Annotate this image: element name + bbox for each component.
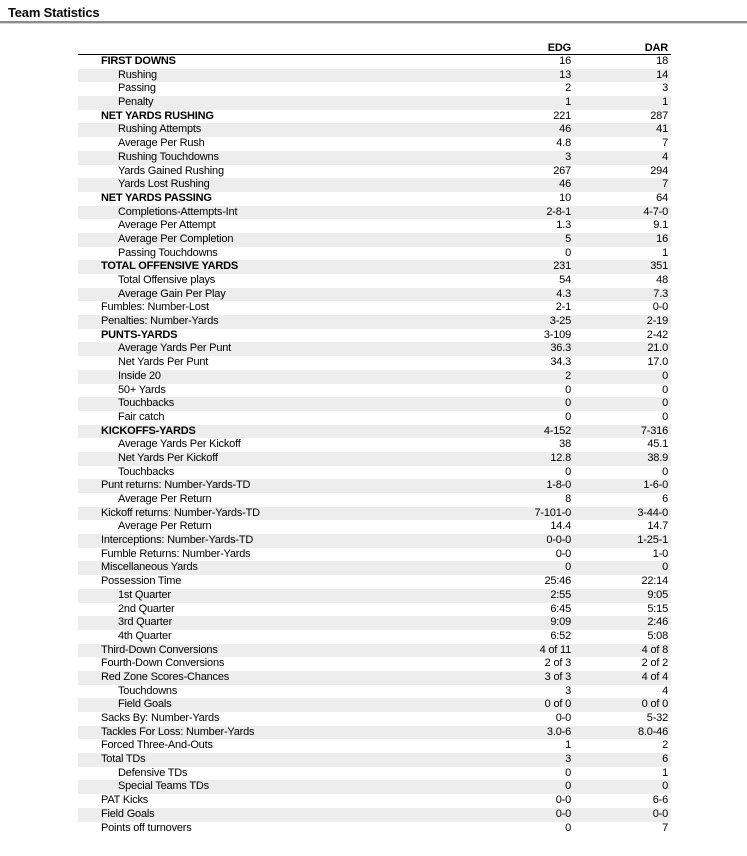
stat-label: Fumbles: Number-Lost bbox=[101, 301, 209, 314]
stat-label: Inside 20 bbox=[118, 369, 161, 382]
stat-value-dar: 0 bbox=[662, 369, 668, 382]
stat-value-dar: 9:05 bbox=[647, 588, 668, 601]
table-row bbox=[78, 397, 671, 411]
table-row bbox=[78, 438, 671, 452]
stat-label: PAT Kicks bbox=[101, 794, 149, 807]
stat-value-edg: 54 bbox=[559, 274, 571, 286]
stat-value-dar: 3-44-0 bbox=[637, 506, 668, 519]
stat-label: 3rd Quarter bbox=[118, 616, 173, 629]
table-row bbox=[78, 753, 671, 767]
table-row bbox=[78, 698, 671, 712]
stat-value-edg: 46 bbox=[559, 178, 571, 191]
table-row bbox=[78, 630, 671, 644]
stat-label: Fair catch bbox=[118, 410, 165, 423]
stat-label: Total TDs bbox=[101, 753, 146, 766]
stat-value-dar: 287 bbox=[650, 109, 668, 122]
stat-label: Touchbacks bbox=[118, 465, 175, 478]
table-row bbox=[78, 82, 671, 96]
stat-value-dar: 4 bbox=[662, 684, 668, 697]
stat-label: Interceptions: Number-Yards-TD bbox=[101, 534, 254, 547]
stat-value-dar: 9.1 bbox=[653, 219, 668, 232]
stat-label: Average Yards Per Kickoff bbox=[118, 438, 241, 451]
table-row bbox=[78, 452, 671, 466]
stat-value-edg: 2-8-1 bbox=[546, 205, 571, 218]
stat-value-dar: 7 bbox=[662, 137, 668, 150]
stat-value-dar: 0 bbox=[662, 780, 668, 793]
stat-value-dar: 6-6 bbox=[652, 794, 668, 807]
table-row bbox=[78, 780, 671, 794]
column-header-dar: DAR bbox=[644, 42, 668, 54]
stat-label: Rushing Attempts bbox=[118, 123, 202, 136]
stat-value-dar: 48 bbox=[656, 274, 668, 286]
table-row bbox=[78, 589, 671, 603]
stat-value-dar: 1-0 bbox=[652, 547, 668, 560]
stat-value-edg: 10 bbox=[559, 191, 571, 204]
table-row bbox=[78, 110, 671, 124]
table-row bbox=[78, 274, 671, 288]
table-row bbox=[78, 356, 671, 370]
stat-value-dar: 8.0-46 bbox=[638, 725, 668, 738]
stat-value-edg: 0 bbox=[565, 465, 571, 478]
table-row bbox=[78, 561, 671, 575]
stat-value-dar: 5-32 bbox=[646, 712, 668, 724]
table-row bbox=[78, 548, 671, 562]
stat-value-dar: 2-42 bbox=[646, 328, 668, 341]
table-row bbox=[78, 178, 671, 192]
stat-value-edg: 0 bbox=[565, 397, 571, 410]
stat-label: NET YARDS PASSING bbox=[101, 191, 212, 204]
stat-value-edg: 36.3 bbox=[550, 342, 571, 355]
stat-value-dar: 5:08 bbox=[647, 629, 668, 642]
stat-label: Defensive TDs bbox=[118, 766, 188, 779]
stat-value-dar: 0 bbox=[662, 397, 668, 410]
stat-value-dar: 64 bbox=[656, 191, 668, 204]
table-header-row bbox=[78, 39, 671, 55]
stat-value-edg: 7-101-0 bbox=[534, 506, 571, 519]
stat-value-edg: 3-25 bbox=[549, 315, 571, 328]
stat-value-dar: 0 bbox=[662, 410, 668, 423]
stat-value-dar: 0-0 bbox=[652, 301, 668, 314]
table-row bbox=[78, 534, 671, 548]
stat-value-dar: 4 of 8 bbox=[641, 643, 668, 656]
stat-label: Special Teams TDs bbox=[118, 780, 209, 793]
stat-label: 50+ Yards bbox=[118, 383, 166, 396]
stat-value-edg: 0-0 bbox=[555, 712, 571, 724]
stat-label: Yards Gained Rushing bbox=[118, 164, 224, 177]
stat-value-edg: 2 bbox=[565, 82, 571, 95]
table-row bbox=[78, 260, 671, 274]
table-row bbox=[78, 55, 671, 69]
table-row bbox=[78, 507, 671, 521]
stat-value-dar: 3 bbox=[662, 82, 668, 95]
stat-value-dar: 0-0 bbox=[652, 807, 668, 820]
table-row bbox=[78, 822, 671, 836]
stat-value-dar: 16 bbox=[656, 232, 668, 245]
table-row bbox=[78, 712, 671, 726]
stat-value-edg: 46 bbox=[559, 123, 571, 136]
stat-label: Miscellaneous Yards bbox=[101, 561, 198, 574]
stat-label: Yards Lost Rushing bbox=[118, 178, 210, 191]
stat-value-dar: 4 bbox=[662, 150, 668, 163]
table-row bbox=[78, 206, 671, 220]
stat-label: Total Offensive plays bbox=[118, 274, 216, 286]
table-row bbox=[78, 247, 671, 261]
stat-value-dar: 5:15 bbox=[647, 602, 668, 615]
table-row bbox=[78, 165, 671, 179]
stat-label: Rushing Touchdowns bbox=[118, 150, 219, 163]
stat-value-edg: 0-0 bbox=[555, 794, 571, 807]
table-row bbox=[78, 685, 671, 699]
stat-value-edg: 0-0 bbox=[555, 547, 571, 560]
stat-value-dar: 1 bbox=[662, 96, 668, 109]
table-row bbox=[78, 233, 671, 247]
stat-value-edg: 4 of 11 bbox=[539, 643, 571, 656]
stat-value-edg: 14.4 bbox=[550, 520, 571, 533]
stat-label: 4th Quarter bbox=[118, 629, 172, 642]
stat-label: FIRST DOWNS bbox=[101, 55, 176, 67]
stat-label: Rushing bbox=[118, 68, 157, 81]
table-row bbox=[78, 69, 671, 83]
stat-value-dar: 351 bbox=[650, 260, 668, 273]
table-row bbox=[78, 370, 671, 384]
table-row bbox=[78, 96, 671, 110]
stat-value-edg: 221 bbox=[553, 109, 571, 122]
stat-label: Average Yards Per Punt bbox=[118, 342, 232, 355]
stat-value-dar: 45.1 bbox=[647, 438, 668, 451]
stat-value-edg: 0 bbox=[565, 780, 571, 793]
stat-value-edg: 0-0-0 bbox=[546, 534, 571, 547]
stat-label: Average Per Rush bbox=[118, 137, 205, 150]
stat-value-edg: 25:46 bbox=[544, 575, 571, 588]
table-row bbox=[78, 342, 671, 356]
stat-value-edg: 5 bbox=[565, 232, 571, 245]
stat-label: Kickoff returns: Number-Yards-TD bbox=[101, 506, 260, 519]
stat-label: TOTAL OFFENSIVE YARDS bbox=[101, 260, 238, 273]
stats-rows bbox=[78, 55, 671, 835]
stat-value-dar: 0 bbox=[662, 465, 668, 478]
stat-value-edg: 12.8 bbox=[550, 451, 571, 464]
table-row bbox=[78, 151, 671, 165]
stat-label: Passing bbox=[118, 82, 156, 95]
stat-value-dar: 2 of 2 bbox=[641, 657, 668, 670]
table-row bbox=[78, 657, 671, 671]
stat-value-dar: 294 bbox=[650, 164, 668, 177]
stat-label: Tackles For Loss: Number-Yards bbox=[101, 725, 255, 738]
stat-value-dar: 22:14 bbox=[641, 575, 668, 588]
stat-value-dar: 14 bbox=[656, 68, 668, 81]
table-row bbox=[78, 767, 671, 781]
stat-value-dar: 7-316 bbox=[640, 424, 668, 437]
stat-value-edg: 3 of 3 bbox=[544, 670, 571, 683]
stat-value-edg: 0 bbox=[565, 821, 571, 834]
stat-value-edg: 0 bbox=[565, 561, 571, 574]
stat-value-dar: 2 bbox=[662, 739, 668, 752]
table-row bbox=[78, 671, 671, 685]
stat-label: Average Per Completion bbox=[118, 232, 234, 245]
stat-label: Possession Time bbox=[101, 575, 182, 588]
stat-value-edg: 2:55 bbox=[550, 588, 571, 601]
stat-label: 2nd Quarter bbox=[118, 602, 175, 615]
stat-value-edg: 231 bbox=[553, 260, 571, 273]
stat-value-edg: 0 bbox=[565, 383, 571, 396]
stat-value-edg: 34.3 bbox=[550, 356, 571, 369]
stat-label: Punt returns: Number-Yards-TD bbox=[101, 479, 251, 492]
table-row bbox=[78, 192, 671, 206]
table-row bbox=[78, 301, 671, 315]
stat-label: Average Per Attempt bbox=[118, 219, 216, 232]
stat-value-dar: 41 bbox=[656, 123, 668, 136]
stat-value-dar: 6 bbox=[662, 493, 668, 505]
stat-value-edg: 3-109 bbox=[543, 328, 571, 341]
stat-label: Penalties: Number-Yards bbox=[101, 315, 219, 328]
stat-value-edg: 267 bbox=[553, 164, 571, 177]
stat-value-edg: 0-0 bbox=[555, 807, 571, 820]
table-row bbox=[78, 479, 671, 493]
stat-value-dar: 1 bbox=[662, 766, 668, 779]
stat-label: KICKOFFS-YARDS bbox=[101, 424, 196, 437]
stat-label: Touchbacks bbox=[118, 397, 175, 410]
table-row bbox=[78, 644, 671, 658]
stat-value-edg: 8 bbox=[565, 493, 571, 505]
stat-label: 1st Quarter bbox=[118, 588, 171, 601]
table-row bbox=[78, 411, 671, 425]
stat-value-dar: 21.0 bbox=[647, 342, 668, 355]
page-title: Team Statistics bbox=[8, 5, 100, 20]
table-row bbox=[78, 315, 671, 329]
stat-label: Red Zone Scores-Chances bbox=[101, 670, 230, 683]
stat-value-edg: 1.3 bbox=[556, 219, 571, 232]
team-statistics-table bbox=[78, 39, 671, 835]
stat-label: Points off turnovers bbox=[101, 821, 192, 834]
stat-label: Forced Three-And-Outs bbox=[101, 739, 213, 752]
stat-value-edg: 13 bbox=[559, 68, 571, 81]
table-row bbox=[78, 288, 671, 302]
stat-value-dar: 14.7 bbox=[647, 520, 668, 533]
stat-value-edg: 1 bbox=[565, 739, 571, 752]
stat-value-edg: 9:09 bbox=[550, 616, 571, 629]
stat-label: Field Goals bbox=[101, 807, 155, 820]
table-row bbox=[78, 726, 671, 740]
table-row bbox=[78, 575, 671, 589]
stat-label: Net Yards Per Punt bbox=[118, 356, 209, 369]
stat-value-edg: 0 bbox=[565, 246, 571, 259]
stat-label: Third-Down Conversions bbox=[101, 643, 218, 656]
stat-value-dar: 4 of 4 bbox=[641, 670, 668, 683]
stat-value-dar: 2:46 bbox=[647, 616, 668, 629]
stat-value-edg: 6:45 bbox=[550, 602, 571, 615]
table-row bbox=[78, 123, 671, 137]
stat-value-edg: 2-1 bbox=[555, 301, 571, 314]
table-row bbox=[78, 466, 671, 480]
stat-value-dar: 18 bbox=[656, 55, 668, 67]
stat-value-edg: 2 bbox=[565, 369, 571, 382]
stat-value-edg: 3 bbox=[565, 684, 571, 697]
stat-value-dar: 1-25-1 bbox=[637, 534, 668, 547]
stat-value-edg: 38 bbox=[559, 438, 571, 451]
stat-value-edg: 1 bbox=[565, 96, 571, 109]
stat-value-dar: 0 bbox=[662, 561, 668, 574]
stat-value-dar: 0 of 0 bbox=[641, 698, 668, 711]
table-row bbox=[78, 493, 671, 507]
stat-label: Average Per Return bbox=[118, 520, 212, 533]
table-row bbox=[78, 425, 671, 439]
stat-value-dar: 7.3 bbox=[653, 287, 668, 300]
stat-value-dar: 38.9 bbox=[647, 451, 668, 464]
stat-label: Penalty bbox=[118, 96, 154, 109]
stat-label: NET YARDS RUSHING bbox=[101, 109, 214, 122]
table-row bbox=[78, 384, 671, 398]
table-row bbox=[78, 794, 671, 808]
stat-value-dar: 0 bbox=[662, 383, 668, 396]
stat-value-edg: 6:52 bbox=[550, 629, 571, 642]
stat-value-edg: 0 of 0 bbox=[544, 698, 571, 711]
stat-label: Fumble Returns: Number-Yards bbox=[101, 547, 251, 560]
stat-label: Net Yards Per Kickoff bbox=[118, 451, 218, 464]
table-row bbox=[78, 739, 671, 753]
stat-value-dar: 6 bbox=[662, 753, 668, 766]
stat-value-dar: 7 bbox=[662, 821, 668, 834]
stat-value-edg: 3 bbox=[565, 753, 571, 766]
stat-label: Passing Touchdowns bbox=[118, 246, 218, 259]
stat-value-dar: 1-6-0 bbox=[643, 479, 668, 492]
stat-label: Touchdowns bbox=[118, 684, 178, 697]
table-row bbox=[78, 616, 671, 630]
table-row bbox=[78, 603, 671, 617]
stat-value-edg: 4-152 bbox=[543, 424, 571, 437]
stat-label: Fourth-Down Conversions bbox=[101, 657, 225, 670]
stat-value-edg: 1-8-0 bbox=[546, 479, 571, 492]
stat-label: Average Gain Per Play bbox=[118, 287, 226, 300]
table-row bbox=[78, 808, 671, 822]
stat-value-edg: 4.3 bbox=[556, 287, 571, 300]
stat-value-edg: 3.0-6 bbox=[546, 725, 571, 738]
stat-value-dar: 4-7-0 bbox=[643, 205, 668, 218]
stat-value-dar: 7 bbox=[662, 178, 668, 191]
stat-value-edg: 0 bbox=[565, 766, 571, 779]
stat-label: Completions-Attempts-Int bbox=[118, 205, 238, 218]
stat-value-edg: 0 bbox=[565, 410, 571, 423]
stat-label: Average Per Return bbox=[118, 493, 212, 505]
stat-value-dar: 17.0 bbox=[647, 356, 668, 369]
stat-label: Sacks By: Number-Yards bbox=[101, 712, 220, 724]
stat-value-edg: 3 bbox=[565, 150, 571, 163]
stat-value-dar: 1 bbox=[662, 246, 668, 259]
stat-label: Field Goals bbox=[118, 698, 172, 711]
stat-label: PUNTS-YARDS bbox=[101, 328, 178, 341]
table-row bbox=[78, 137, 671, 151]
stat-value-edg: 2 of 3 bbox=[544, 657, 571, 670]
stat-value-edg: 16 bbox=[559, 55, 571, 67]
table-row bbox=[78, 329, 671, 343]
column-header-edg: EDG bbox=[547, 42, 571, 54]
title-divider bbox=[0, 21, 747, 24]
stat-value-dar: 2-19 bbox=[646, 315, 668, 328]
table-row bbox=[78, 520, 671, 534]
table-row bbox=[78, 219, 671, 233]
stat-value-edg: 4.8 bbox=[556, 137, 571, 150]
